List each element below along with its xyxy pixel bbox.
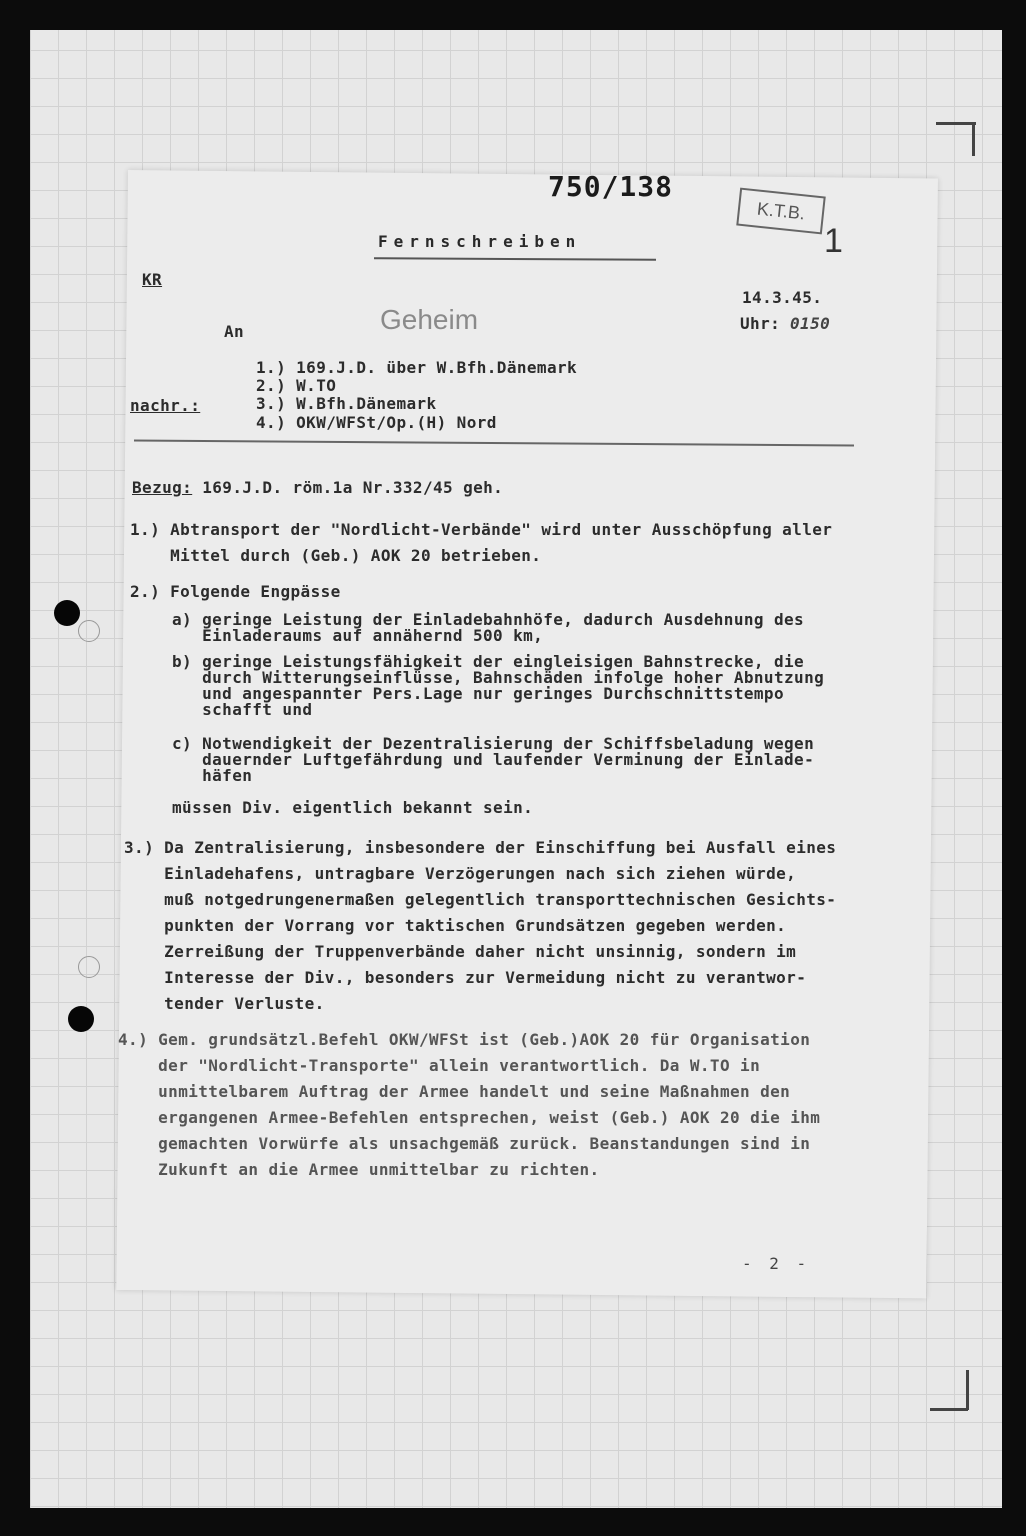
- corner-mark-bottom-right: [966, 1370, 969, 1410]
- para-4-line-5: gemachten Vorwürfe als unsachgemäß zurück. Beanstandungen sind in: [118, 1134, 811, 1153]
- para-3-line-7: tender Verluste.: [124, 994, 325, 1013]
- para-2b-line-2: durch Witterungseinflüsse, Bahnschäden infolge hoher Abnutzung: [172, 668, 825, 687]
- recipient-2: 2.) W.TO: [256, 376, 337, 395]
- document-title: Fernschreiben: [378, 232, 582, 251]
- para-2b-line-1: b) geringe Leistungsfähigkeit der eingleisigen Bahnstrecke, die: [172, 652, 805, 671]
- page-number: - 2 -: [742, 1254, 811, 1273]
- ktb-stamp-number: 1: [824, 222, 843, 260]
- para-2-heading: 2.) Folgende Engpässe: [130, 582, 341, 601]
- corner-mark-top-right: [936, 122, 976, 125]
- recipient-4: 4.) OKW/WFSt/Op.(H) Nord: [256, 413, 497, 432]
- para-2-ending: müssen Div. eigentlich bekannt sein.: [172, 798, 534, 817]
- para-2a-line-1: a) geringe Leistung der Einladebahnhöfe, dadurch Ausdehnung des: [172, 610, 805, 629]
- document-number: 750/138: [548, 170, 674, 203]
- para-3-line-3: muß notgedrungenermaßen gelegentlich transporttechnischen Gesichts-: [124, 890, 837, 909]
- para-4-line-1: 4.) Gem. grundsätzl.Befehl OKW/WFSt ist (Geb.)AOK 20 für Organisation: [118, 1030, 811, 1049]
- punch-hole: [68, 1006, 94, 1032]
- para-4-line-3: unmittelbarem Auftrag der Armee handelt und seine Maßnahmen den: [118, 1082, 791, 1101]
- punch-hole-ring: [78, 620, 100, 642]
- ktb-stamp: K.T.B.: [736, 188, 826, 235]
- para-2c-line-3: häfen: [172, 766, 253, 785]
- kr-mark: KR: [142, 270, 163, 289]
- para-3-line-2: Einladehafens, untragbare Verzögerungen nach sich ziehen würde,: [124, 864, 797, 883]
- time-value: 0150: [790, 314, 831, 333]
- date: 14.3.45.: [742, 288, 823, 307]
- recipient-3: 3.) W.Bfh.Dänemark: [256, 394, 437, 413]
- para-4-line-2: der "Nordlicht-Transporte" allein verantwortlich. Da W.TO in: [118, 1056, 761, 1075]
- para-4-line-4: ergangenen Armee-Befehlen entsprechen, weist (Geb.) AOK 20 die ihm: [118, 1108, 821, 1127]
- secret-stamp: Geheim: [380, 304, 479, 335]
- para-1-line-2: Mittel durch (Geb.) AOK 20 betrieben.: [130, 546, 542, 565]
- para-1-line-1: 1.) Abtransport der "Nordlicht-Verbände" wird unter Ausschöpfung aller: [130, 520, 833, 539]
- corner-mark-bottom-right-h: [930, 1408, 968, 1411]
- reference-text: 169.J.D. röm.1a Nr.332/45 geh.: [192, 478, 504, 497]
- punch-hole: [54, 600, 80, 626]
- para-3-line-4: punkten der Vorrang vor taktischen Grundsätzen gegeben werden.: [124, 916, 787, 935]
- para-2b-line-4: schafft und: [172, 700, 313, 719]
- reference-line: [132, 478, 503, 497]
- recipient-1: 1.) 169.J.D. über W.Bfh.Dänemark: [256, 358, 578, 377]
- punch-hole-ring: [78, 956, 100, 978]
- reference-label: Bezug:: [132, 478, 193, 497]
- para-3-line-1: 3.) Da Zentralisierung, insbesondere der Einschiffung bei Ausfall eines: [124, 838, 837, 857]
- corner-mark-top-right-vertical: [972, 122, 975, 156]
- para-2a-line-2: Einladeraums auf annähernd 500 km,: [172, 626, 544, 645]
- time-label: Uhr:: [740, 314, 781, 333]
- para-3-line-6: Interesse der Div., besonders zur Vermeidung nicht zu verantwor-: [124, 968, 807, 987]
- nachr-label: nachr.:: [130, 396, 201, 415]
- para-2c-line-1: c) Notwendigkeit der Dezentralisierung der Schiffsbeladung wegen: [172, 734, 815, 753]
- an-label: An: [224, 322, 245, 341]
- para-2b-line-3: und angespannter Pers.Lage nur geringes Durchschnittstempo: [172, 684, 785, 703]
- para-4-line-6: Zukunft an die Armee unmittelbar zu richten.: [118, 1160, 600, 1179]
- para-2c-line-2: dauernder Luftgefährdung und laufender Verminung der Einlade-: [172, 750, 815, 769]
- para-3-line-5: Zerreißung der Truppenverbände daher nicht unsinnig, sondern im: [124, 942, 797, 961]
